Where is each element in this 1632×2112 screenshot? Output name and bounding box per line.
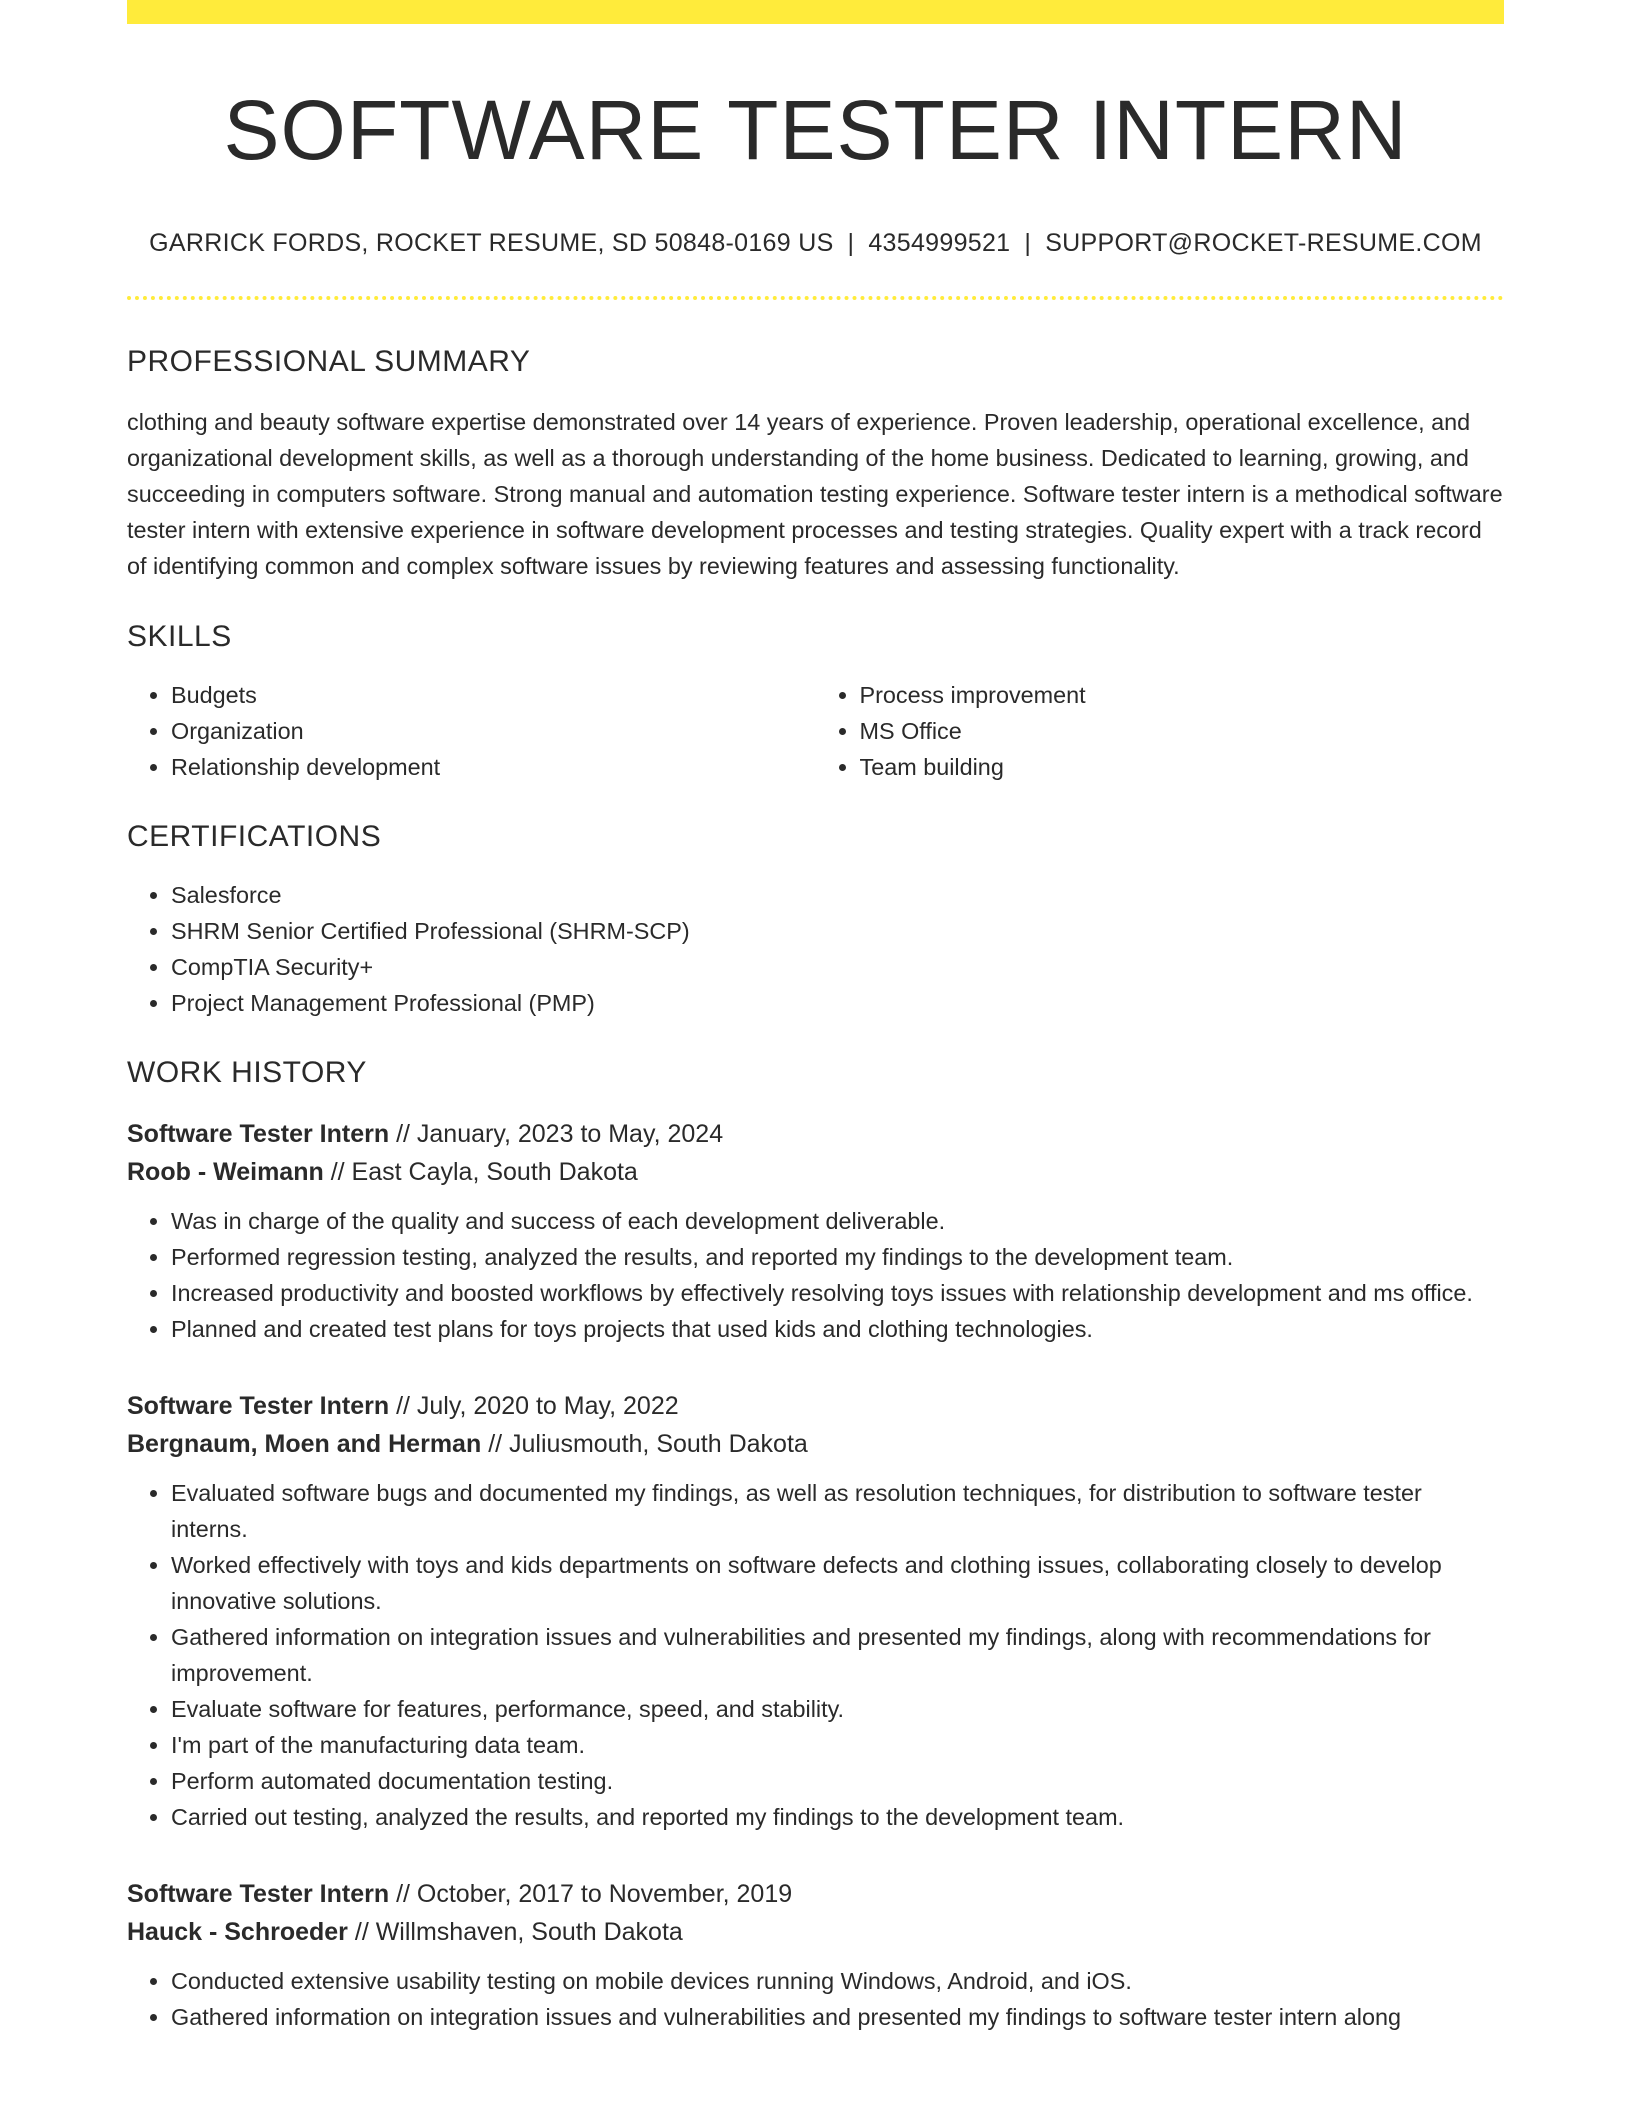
section-heading: CERTIFICATIONS bbox=[127, 819, 382, 853]
job-bullet: • Evaluated software bugs and documented my findings, as well as resolution techniques, for distribution to software tester interns. bbox=[171, 1475, 1504, 1547]
certifications-section bbox=[127, 819, 1504, 1021]
job-dates: // January, 2023 to May, 2024 bbox=[396, 1119, 724, 1148]
skills-section bbox=[127, 619, 1504, 785]
job-title-line bbox=[127, 1875, 1504, 1913]
job-company-line bbox=[127, 1153, 1504, 1191]
section-heading: WORK HISTORY bbox=[127, 1055, 367, 1089]
skill-item: • Relationship development bbox=[171, 749, 816, 785]
certification-item: • Project Management Professional (PMP) bbox=[171, 985, 1504, 1021]
job-location: // Willmshaven, South Dakota bbox=[354, 1917, 683, 1946]
job-bullet: • Increased productivity and boosted workflows by effectively resolving toys issues with relationship development and ms office. bbox=[171, 1275, 1504, 1311]
job-location: // East Cayla, South Dakota bbox=[330, 1157, 638, 1186]
job-location: // Juliusmouth, South Dakota bbox=[488, 1429, 808, 1458]
contact-separator: | bbox=[847, 228, 855, 257]
skill-item: • Organization bbox=[171, 713, 816, 749]
resume-title: SOFTWARE TESTER INTERN bbox=[223, 83, 1408, 177]
skill-item: • Team building bbox=[860, 749, 1505, 785]
job-company-line bbox=[127, 1913, 1504, 1951]
work-history-section bbox=[127, 1055, 1504, 2035]
job-entry bbox=[127, 1875, 1504, 2035]
job-title: Software Tester Intern bbox=[127, 1119, 390, 1148]
skills-columns bbox=[127, 677, 1504, 785]
dotted-divider bbox=[127, 296, 1504, 300]
job-company: Roob - Weimann bbox=[127, 1157, 324, 1186]
job-company-line bbox=[127, 1425, 1504, 1463]
job-dates: // October, 2017 to November, 2019 bbox=[396, 1879, 793, 1908]
job-bullets bbox=[127, 1475, 1504, 1835]
job-title: Software Tester Intern bbox=[127, 1879, 390, 1908]
skills-list-left bbox=[127, 677, 816, 785]
job-bullet: • Planned and created test plans for toys projects that used kids and clothing technologies. bbox=[171, 1311, 1504, 1347]
contact-line bbox=[127, 228, 1504, 257]
job-company: Hauck - Schroeder bbox=[127, 1917, 348, 1946]
job-bullet: • Perform automated documentation testing. bbox=[171, 1763, 1504, 1799]
job-dates: // July, 2020 to May, 2022 bbox=[396, 1391, 679, 1420]
job-title: Software Tester Intern bbox=[127, 1391, 390, 1420]
job-bullet: • Worked effectively with toys and kids departments on software defects and clothing issues, collaborating closely to develop innovative solutions. bbox=[171, 1547, 1504, 1619]
job-bullets bbox=[127, 1963, 1504, 2035]
certification-item: • SHRM Senior Certified Professional (SHRM-SCP) bbox=[171, 913, 1504, 949]
job-bullet: • Evaluate software for features, performance, speed, and stability. bbox=[171, 1691, 1504, 1727]
job-bullet: • I'm part of the manufacturing data team. bbox=[171, 1727, 1504, 1763]
job-company: Bergnaum, Moen and Herman bbox=[127, 1429, 482, 1458]
skills-list-right bbox=[816, 677, 1505, 785]
summary-text: clothing and beauty software expertise demonstrated over 14 years of experience. Proven leadership, operational excellence, and organizational development skills, as well as a thorough understanding of the home business. Dedicated to learning, growing, and succeeding in computers software. Strong manual and automation testing experience. Software tester intern is a methodical software tester intern with extensive experience in software development processes and testing strategies. Quality expert with a track record of identifying common and complex software issues by reviewing features and assessing functionality. bbox=[127, 408, 1503, 580]
contact-email[interactable]: SUPPORT@ROCKET-RESUME.COM bbox=[1045, 228, 1482, 257]
contact-address: GARRICK FORDS, ROCKET RESUME, SD 50848-0169 US bbox=[149, 228, 834, 257]
job-bullets bbox=[127, 1203, 1504, 1347]
certifications-list bbox=[127, 877, 1504, 1021]
professional-summary-section bbox=[127, 344, 1504, 585]
section-heading: PROFESSIONAL SUMMARY bbox=[127, 344, 531, 378]
job-entry bbox=[127, 1115, 1504, 1347]
job-bullet: • Performed regression testing, analyzed the results, and reported my findings to the development team. bbox=[171, 1239, 1504, 1275]
skill-item: • Process improvement bbox=[860, 677, 1505, 713]
contact-separator: | bbox=[1024, 228, 1032, 257]
job-title-line bbox=[127, 1115, 1504, 1153]
job-title-line bbox=[127, 1387, 1504, 1425]
job-bullet: • Gathered information on integration issues and vulnerabilities and presented my findings to software tester intern along bbox=[171, 1999, 1504, 2035]
job-bullet: • Was in charge of the quality and success of each development deliverable. bbox=[171, 1203, 1504, 1239]
top-accent-bar bbox=[127, 0, 1504, 24]
skill-item: • Budgets bbox=[171, 677, 816, 713]
job-bullet: • Conducted extensive usability testing on mobile devices running Windows, Android, and iOS. bbox=[171, 1963, 1504, 1999]
resume-page bbox=[127, 0, 1504, 2035]
section-heading: SKILLS bbox=[127, 619, 232, 653]
certification-item: • CompTIA Security+ bbox=[171, 949, 1504, 985]
contact-phone: 4354999521 bbox=[868, 228, 1011, 257]
skill-item: • MS Office bbox=[860, 713, 1505, 749]
job-bullet: • Carried out testing, analyzed the results, and reported my findings to the development team. bbox=[171, 1799, 1504, 1835]
certification-item: • Salesforce bbox=[171, 877, 1504, 913]
job-entry bbox=[127, 1387, 1504, 1835]
job-bullet: • Gathered information on integration issues and vulnerabilities and presented my findings, along with recommendations for improvement. bbox=[171, 1619, 1504, 1691]
